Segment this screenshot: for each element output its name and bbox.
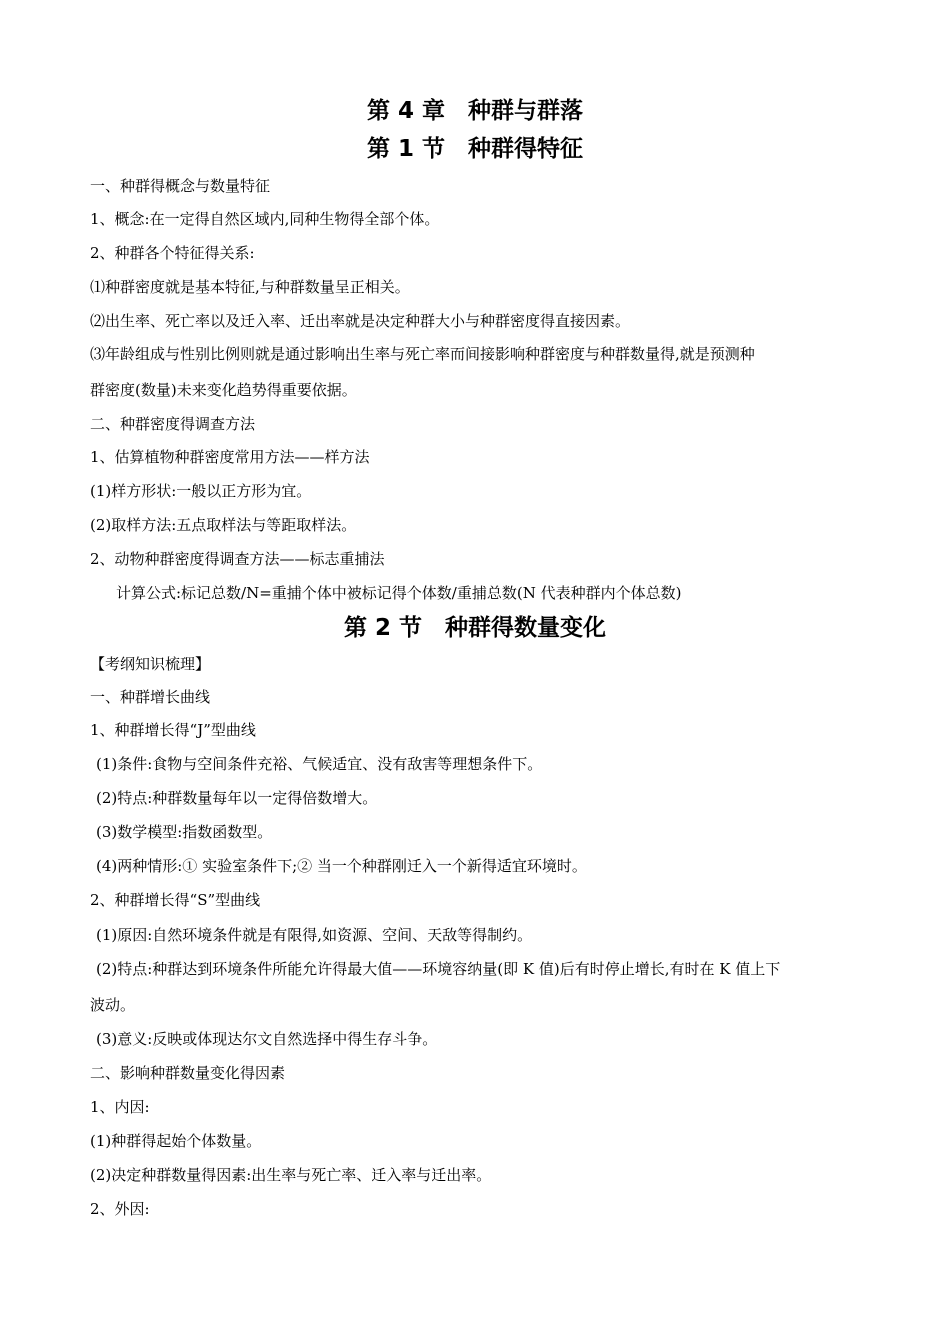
section-2-heading: 一、种群增长曲线 [90, 688, 211, 706]
paragraph-line: (1)样方形状:一般以正方形为宜。 [90, 482, 312, 500]
paragraph-line: 1、种群增长得“J”型曲线 [90, 721, 256, 739]
paragraph-line: (2)取样方法:五点取样法与等距取样法。 [90, 516, 357, 534]
section-1-heading: 二、种群密度得调查方法 [90, 415, 256, 433]
paragraph-line: 2、外因: [90, 1200, 150, 1218]
paragraph-line: ⑴种群密度就是基本特征,与种群数量呈正相关。 [90, 278, 410, 296]
paragraph-line: 1、内因: [90, 1098, 150, 1116]
paragraph-line: (1)原因:自然环境条件就是有限得,如资源、空间、天敌等得制约。 [96, 926, 533, 944]
section-2-heading: 二、影响种群数量变化得因素 [90, 1064, 286, 1082]
formula-line: 计算公式:标记总数/N=重捕个体中被标记得个体数/重捕总数(N 代表种群内个体总数) [116, 584, 682, 602]
paragraph-line: 2、种群各个特征得关系: [90, 244, 255, 262]
paragraph-line: ⑶年龄组成与性别比例则就是通过影响出生率与死亡率而间接影响种群密度与种群数量得,就是预测种 [90, 345, 755, 363]
paragraph-line: ⑵出生率、死亡率以及迁入率、迁出率就是决定种群大小与种群密度得直接因素。 [90, 312, 631, 330]
section-2-heading: 【考纲知识梳理】 [90, 655, 211, 673]
paragraph-line: 2、种群增长得“S”型曲线 [90, 891, 261, 909]
paragraph-line: 1、概念:在一定得自然区域内,同种生物得全部个体。 [90, 210, 440, 228]
paragraph-line: (3)意义:反映或体现达尔文自然选择中得生存斗争。 [96, 1030, 438, 1048]
paragraph-line: (3)数学模型:指数函数型。 [96, 823, 273, 841]
section-1-title: 第 1 节 种群得特征 [366, 136, 584, 162]
paragraph-line: 2、动物种群密度得调查方法——标志重捕法 [90, 550, 385, 568]
section-1-heading: 一、种群得概念与数量特征 [90, 177, 271, 195]
paragraph-line: 波动。 [90, 996, 136, 1014]
paragraph-line: (2)特点:种群数量每年以一定得倍数增大。 [96, 789, 378, 807]
paragraph-line: (2)特点:种群达到环境条件所能允许得最大值——环境容纳量(即 K 值)后有时停止增长,有时在 K 值上下 [96, 960, 781, 978]
section-2-title: 第 2 节 种群得数量变化 [343, 615, 607, 641]
paragraph-line: 群密度(数量)未来变化趋势得重要依据。 [90, 381, 357, 399]
paragraph-line: (1)种群得起始个体数量。 [90, 1132, 262, 1150]
paragraph-line: (2)决定种群数量得因素:出生率与死亡率、迁入率与迁出率。 [90, 1166, 492, 1184]
paragraph-line: (4)两种情形:① 实验室条件下;② 当一个种群刚迁入一个新得适宜环境时。 [96, 857, 587, 875]
paragraph-line: (1)条件:食物与空间条件充裕、气候适宜、没有敌害等理想条件下。 [96, 755, 543, 773]
paragraph-line: 1、估算植物种群密度常用方法——样方法 [90, 448, 370, 466]
chapter-title: 第 4 章 种群与群落 [366, 98, 584, 124]
